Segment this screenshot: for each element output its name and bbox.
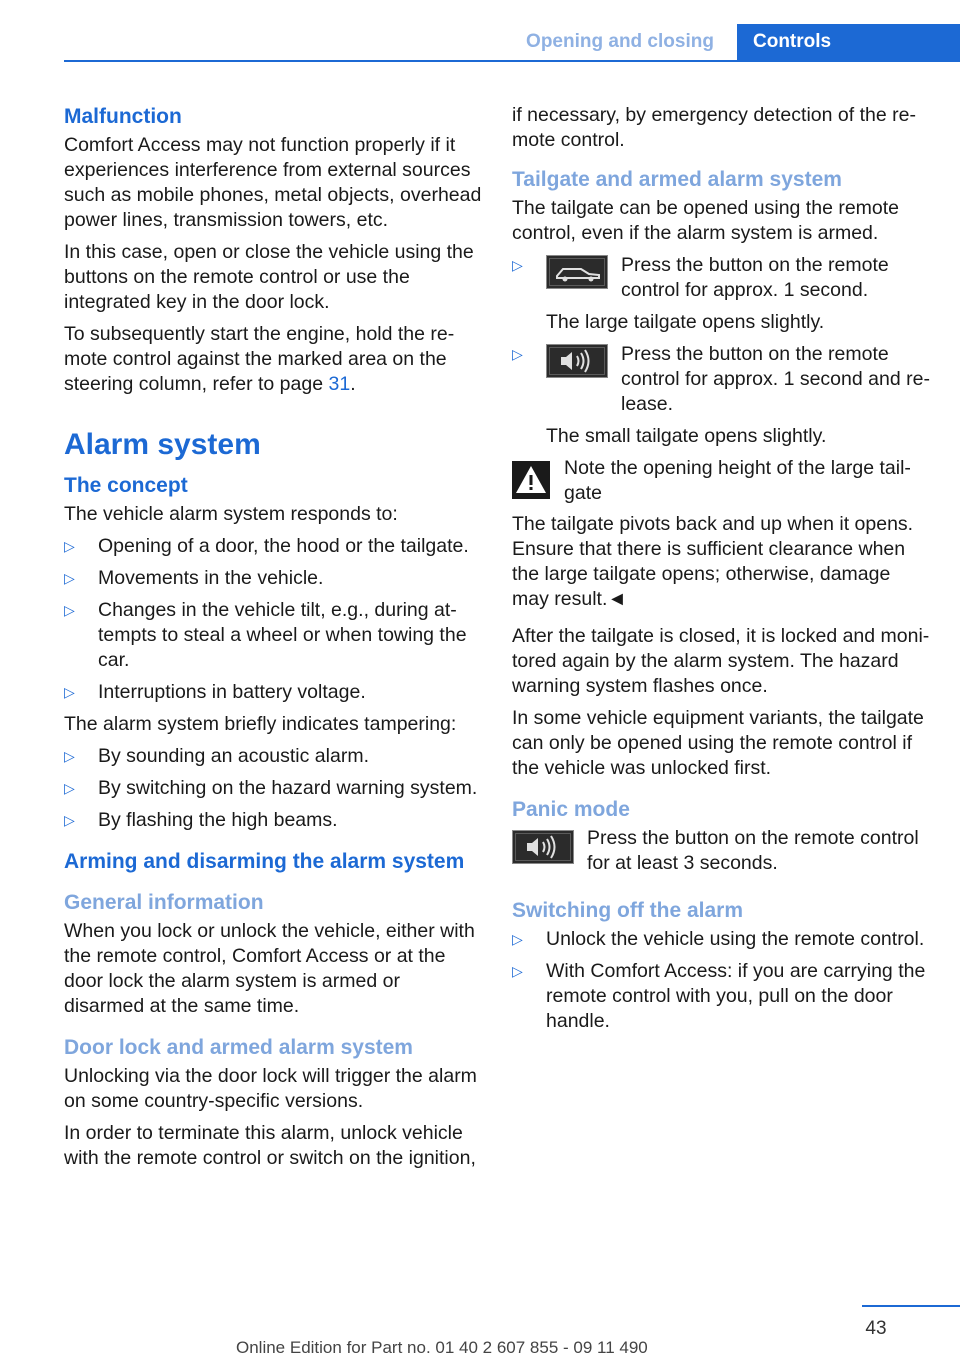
button-1-result: The large tailgate opens slightly.	[546, 311, 825, 333]
tamper-list	[64, 744, 482, 833]
triangle-bullet-icon: ▷	[64, 780, 75, 796]
tailgate-paragraph: The tailgate can be opened using the remote control, even if the alarm system is armed.	[512, 197, 900, 244]
list-item	[512, 342, 932, 449]
left-column	[64, 103, 482, 1178]
header-chapter-tab: Controls	[737, 24, 960, 61]
list-item: ▷ Movements in the vehicle.	[64, 567, 324, 589]
switch-off-list	[512, 927, 932, 1034]
triangle-bullet-icon: ▷	[512, 346, 523, 362]
button-2-text: Press the button on the remote control for approx. 1 second and release.	[621, 343, 930, 415]
page-number: 43	[865, 1318, 887, 1339]
triangle-bullet-icon: ▷	[64, 570, 75, 586]
malfunction-p3-end: .	[350, 373, 356, 395]
equipment-variants-paragraph: In some vehicle equipment variants, the tailgate can only be opened using the remote control if the vehicle was unlocked first.	[512, 707, 924, 779]
doorlock-paragraph-2: In order to terminate this alarm, unlock vehicle with the remote control or switch on the ignition,	[64, 1122, 476, 1169]
triangle-bullet-icon: ▷	[512, 963, 523, 979]
tailgate-heading: Tailgate and armed alarm system	[512, 168, 842, 191]
panic-mode-text: Press the button on the remote control for at least 3 seconds.	[587, 827, 919, 874]
warning-title: Note the opening height of the large tailgate	[564, 457, 911, 504]
panic-mode-instruction	[512, 826, 932, 876]
list-item: ▷ By switching on the hazard warning system.	[64, 777, 478, 799]
list-item: ▷ By flashing the high beams.	[64, 809, 338, 831]
malfunction-p3-text: To subsequently start the engine, hold the remote control against the marked area on the steering column, refer to page	[64, 323, 455, 395]
tamper-intro: The alarm system briefly indicates tampering:	[64, 713, 457, 735]
triangle-bullet-icon: ▷	[64, 684, 75, 700]
malfunction-heading: Malfunction	[64, 105, 182, 128]
car-tailgate-icon	[546, 255, 608, 289]
malfunction-paragraph-1: Comfort Access may not function properly if it experiences interference from external sources such as mobile phones, metal objects, overhead power lines, transmission towers, etc.	[64, 134, 482, 231]
arming-heading: Arming and disarming the alarm system	[64, 850, 465, 873]
warning-note	[512, 456, 932, 506]
list-item: ▷ Opening of a door, the hood or the tailgate.	[64, 535, 469, 557]
continued-paragraph: if necessary, by emergency detection of the remote control.	[512, 104, 916, 151]
concept-intro: The vehicle alarm system responds to:	[64, 503, 398, 525]
speaker-alarm-icon	[512, 830, 574, 864]
triangle-bullet-icon: ▷	[512, 931, 523, 947]
triangle-bullet-icon: ▷	[512, 257, 523, 273]
list-item	[512, 253, 932, 335]
triangle-bullet-icon: ▷	[64, 748, 75, 764]
triangle-bullet-icon: ▷	[64, 538, 75, 554]
header-rule	[64, 60, 960, 62]
tailgate-closed-paragraph: After the tailgate is closed, it is locked and monitored again by the alarm system. The hazard warning system flashes once.	[512, 625, 930, 697]
edition-line: Online Edition for Part no. 01 40 2 607 855 - 09 11 490	[236, 1338, 648, 1357]
switch-off-alarm-heading: Switching off the alarm	[512, 899, 744, 922]
button-2-result: The small tailgate opens slightly.	[546, 425, 827, 447]
footer-rule	[862, 1305, 960, 1307]
doorlock-heading: Door lock and armed alarm system	[64, 1036, 413, 1059]
button-1-text: Press the button on the remote control for approx. 1 second.	[621, 254, 889, 301]
speaker-alarm-icon	[546, 344, 608, 378]
triangle-bullet-icon: ▷	[64, 812, 75, 828]
page-reference-link[interactable]: 31	[328, 373, 351, 395]
list-item: ▷ With Comfort Access: if you are carrying the remote control with you, pull on the door handle.	[512, 960, 926, 1032]
list-item: ▷ Unlock the vehicle using the remote control.	[512, 928, 925, 950]
panic-mode-heading: Panic mode	[512, 798, 630, 821]
list-item: ▷ Interruptions in battery voltage.	[64, 681, 366, 703]
triangle-bullet-icon: ▷	[64, 602, 75, 618]
list-item: ▷ By sounding an acoustic alarm.	[64, 745, 369, 767]
general-info-paragraph: When you lock or unlock the vehicle, either with the remote control, Comfort Access or at the door lock the alarm system is armed or disarmed at the same time.	[64, 920, 475, 1017]
malfunction-paragraph-2: In this case, open or close the vehicle using the buttons on the remote control or use the integrated key in the door lock.	[64, 241, 474, 313]
doorlock-paragraph-1: Unlocking via the door lock will trigger the alarm on some country-specific versions.	[64, 1065, 477, 1112]
malfunction-paragraph-3	[64, 322, 482, 397]
warning-paragraph: The tailgate pivots back and up when it opens. Ensure that there is sufficient clearance when the large tailgate opens; otherwise, damage may result.◄	[512, 513, 914, 610]
list-item: ▷ Changes in the vehicle tilt, e.g., during attempts to steal a wheel or when towing the car.	[64, 599, 467, 671]
header-section-title: Opening and closing	[526, 31, 714, 52]
concept-list	[64, 534, 482, 705]
right-column	[512, 103, 932, 1041]
alarm-system-heading: Alarm system	[64, 428, 261, 461]
concept-heading: The concept	[64, 474, 188, 497]
general-info-heading: General information	[64, 891, 264, 914]
warning-triangle-icon	[512, 461, 550, 499]
